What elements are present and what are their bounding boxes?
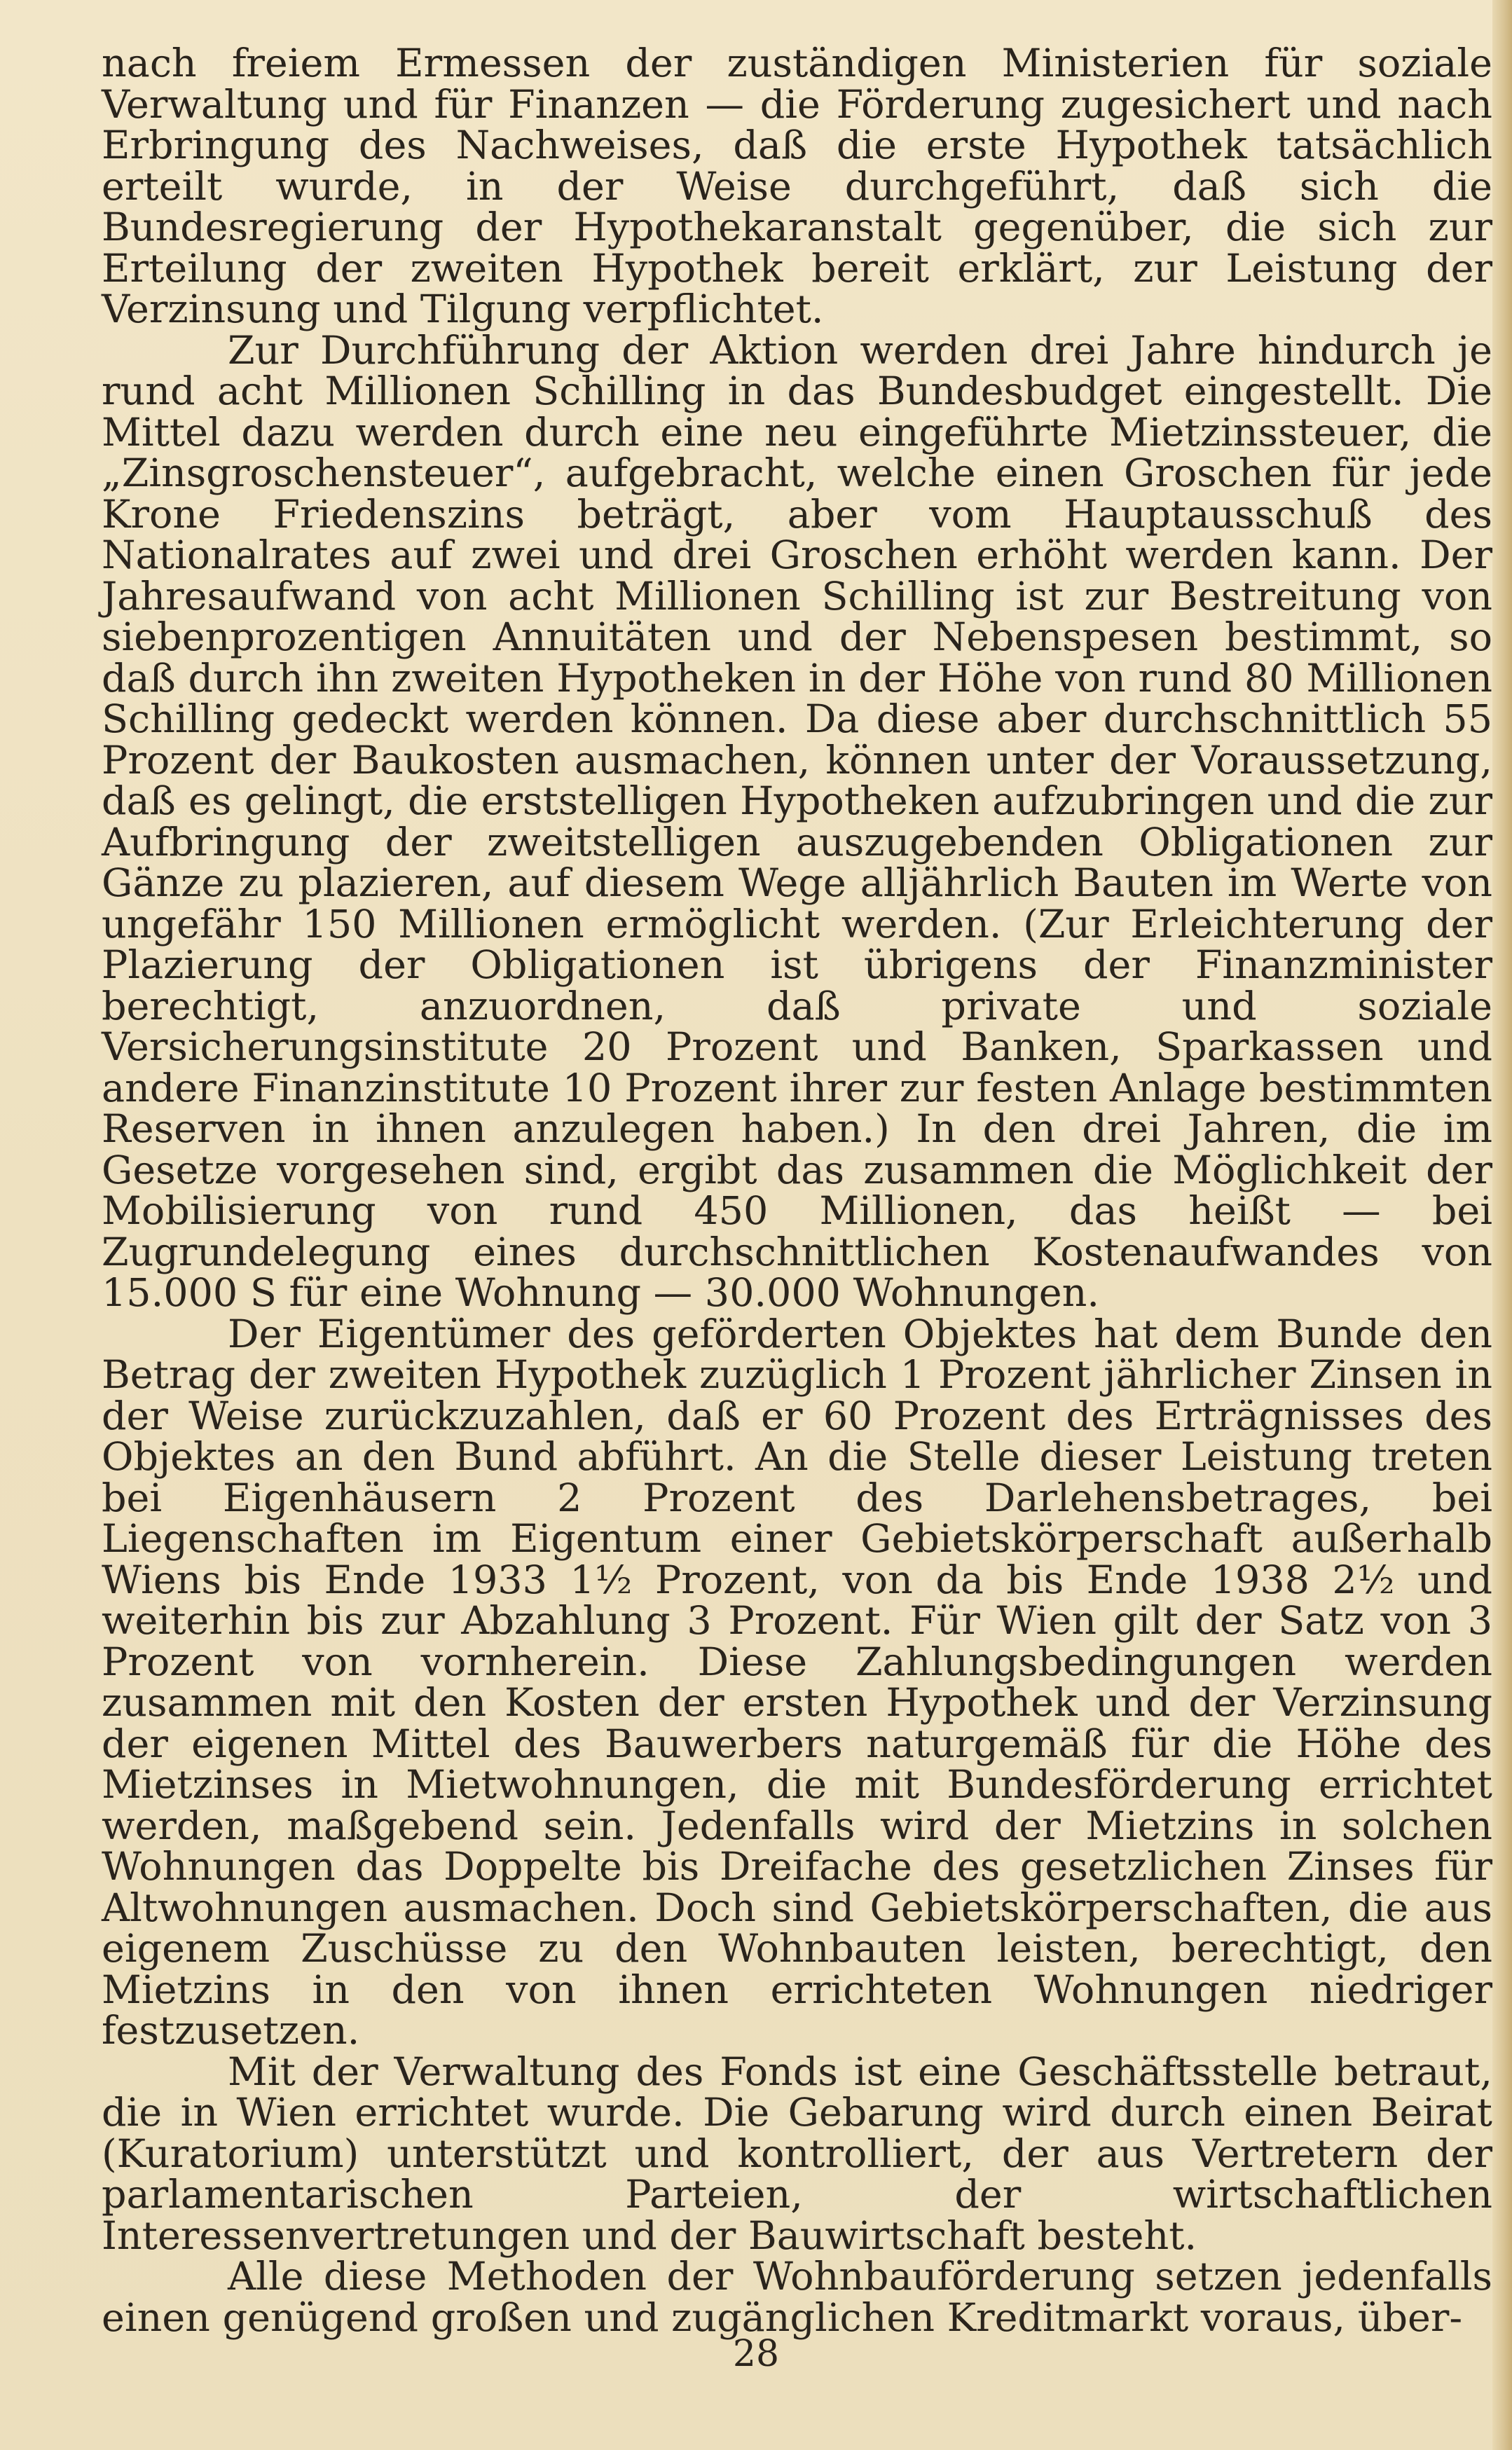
paragraph-repayment: Der Eigentümer des geförderten Objektes hat dem Bunde den Betrag der zweiten Hypothek zuzüglich 1 Prozent jährlicher Zinsen in der Weise zurückzuzahlen, daß er 60 Prozent des Erträgnisses des Objektes an den Bund abführt. An die Stelle dieser Leistung treten bei Eigenhäusern 2 Prozent des Darlehensbetrages, bei Liegenschaften im Eigentum einer Gebietskörperschaft außerhalb Wiens bis Ende 1933 1½ Prozent, von da bis Ende 1938 2½ und weiterhin bis zur Abzahlung 3 Prozent. Für Wien gilt der Satz von 3 Prozent von vornherein. Diese Zahlungsbedingungen werden zusammen mit den Kosten der ersten Hypothek und der Verzinsung der eigenen Mittel des Bauwerbers naturgemäß für die Höhe des Mietzinses in Mietwohnungen, die mit Bundesförderung errichtet werden, maßgebend sein. Jedenfalls wird der Mietzins in solchen Wohnungen das Doppelte bis Dreifache des gesetzlichen Zinses für Altwohnungen ausmachen. Doch sind Gebietskörperschaften, die aus eigenem Zuschüsse zu den Wohnbauten leisten, berechtigt, den Mietzins in den von ihnen errichteten Wohnungen niedriger festzusetzen. — [102, 1311, 1492, 2053]
paragraph-administration: Mit der Verwaltung des Fonds ist eine Geschäftsstelle betraut, die in Wien errichtet wurde. Die Gebarung wird durch einen Beirat (Kuratorium) unterstützt und kontrolliert, der aus Vertretern der parlamentarischen Parteien, der wirtschaftlichen Interessenvertretungen und der Bauwirtschaft besteht. — [102, 2049, 1492, 2259]
body-text — [102, 43, 1492, 2339]
paragraph-continuation: nach freiem Ermessen der zuständigen Ministerien für soziale Verwaltung und für Finanzen — die Förderung zugesichert und nach Erbringung des Nachweises, daß die erste Hypothek tatsächlich erteilt wurde, in der Weise durchgeführt, daß sich die Bundesregierung der Hypothekaranstalt gegenüber, die sich zur Erteilung der zweiten Hypothek bereit erklärt, zur Leistung der Verzinsung und Tilgung verpflichtet. — [102, 41, 1492, 332]
page-number: 28 — [732, 2333, 780, 2375]
page-edge — [1492, 0, 1512, 2450]
paragraph-credit-market: Alle diese Methoden der Wohnbauförderung setzen jedenfalls einen genügend großen und zugänglichen Kreditmarkt voraus, über- — [102, 2254, 1492, 2341]
paragraph-financing: Zur Durchführung der Aktion werden drei Jahre hindurch je rund acht Millionen Schilling in das Bundesbudget eingestellt. Die Mittel dazu werden durch eine neu eingeführte Mietzinssteuer, die „Zinsgroschensteuer“, aufgebracht, welche einen Groschen für jede Krone Friedenszins beträgt, aber vom Hauptausschuß des Nationalrates auf zwei und drei Groschen erhöht werden kann. Der Jahresaufwand von acht Millionen Schilling ist zur Bestreitung von siebenprozentigen Annuitäten und der Nebenspesen bestimmt, so daß durch ihn zweiten Hypotheken in der Höhe von rund 80 Millionen Schilling gedeckt werden können. Da diese aber durchschnittlich 55 Prozent der Baukosten ausmachen, können unter der Voraussetzung, daß es gelingt, die erststelligen Hypotheken aufzubringen und die zur Aufbringung der zweitstelligen auszugebenden Obligationen zur Gänze zu plazieren, auf diesem Wege alljährlich Bauten im Werte von ungefähr 150 Millionen ermöglicht werden. (Zur Erleichterung der Plazierung der Obligationen ist übrigens der Finanzminister berechtigt, anzuordnen, daß private und soziale Versicherungsinstitute 20 Prozent und Banken, Sparkassen und andere Finanzinstitute 10 Prozent ihrer zur festen Anlage bestimmten Reserven in ihnen anzulegen haben.) In den drei Jahren, die im Gesetze vorgesehen sind, ergibt das zusammen die Möglichkeit der Mobilisierung von rund 450 Millionen, das heißt — bei Zugrundelegung eines durchschnittlichen Kostenaufwandes von 15.000 S für eine Wohnung — 30.000 Wohnungen. — [102, 327, 1492, 1316]
